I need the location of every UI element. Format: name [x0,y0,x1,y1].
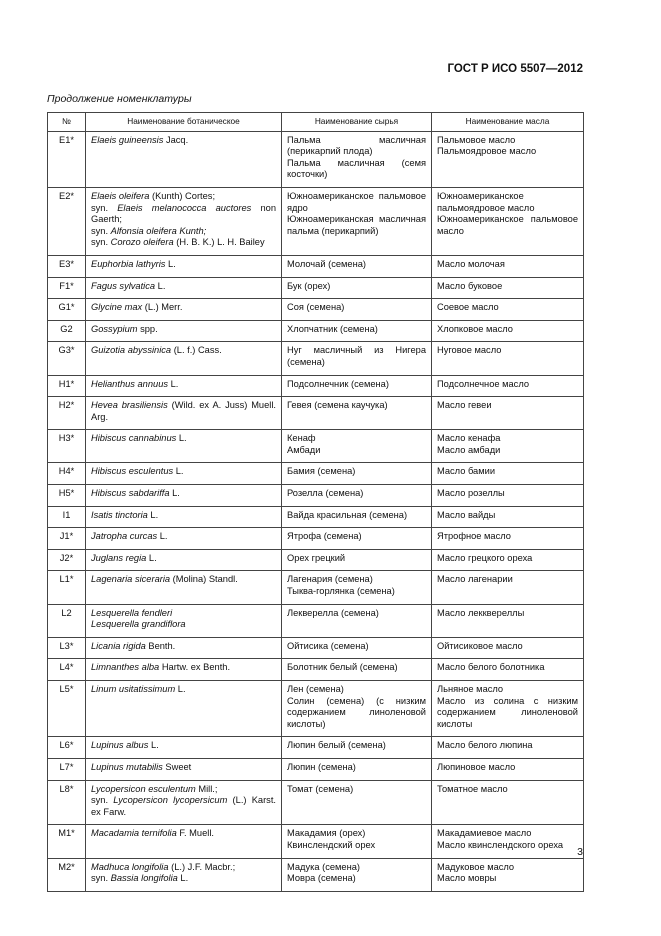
cell-botanical-name [86,506,282,528]
cell-raw-material [282,131,432,187]
table-header-row [48,113,584,132]
botanical-taxon: Limnanthes alba [91,662,160,673]
cell-code: L3* [48,637,86,659]
oil-name-line: Масло амбади [437,444,501,455]
raw-material-line: Томат (семена) [287,783,354,794]
botanical-line [91,488,276,500]
cell-raw-material [282,528,432,550]
botanical-text: L. [176,433,187,444]
botanical-line [91,662,276,674]
cell-code: E2* [48,187,86,255]
botanical-taxon: Jatropha curcas [91,531,158,542]
botanical-line [91,259,276,271]
botanical-line [91,237,276,249]
botanical-text: (L.) J.F. Macbr.; [168,861,236,872]
botanical-taxon: Lycopersicon esculentum [91,783,196,794]
oil-name-line: Льняное масло [437,684,504,694]
table-row [48,187,584,255]
oil-name-line: Масло из солина с низким содержанием линоленовой кислоты [437,695,578,729]
botanical-taxon: Linum usitatissimum [91,684,176,694]
raw-material-line: Лекверелла (семена) [287,607,379,618]
cell-raw-material [282,430,432,463]
botanical-taxon: Alfonsia oleifera Kunth; [110,225,207,236]
botanical-text: L. [148,740,159,751]
botanical-line [91,553,276,565]
botanical-text: (Molina) Standl. [170,574,238,585]
botanical-text: L. [169,488,180,499]
cell-oil-name [432,604,584,637]
cell-code: M1* [48,825,86,858]
raw-material-line: Розелла (семена) [287,488,364,499]
raw-material-line: Лагенария (семена) [287,574,373,585]
cell-botanical-name [86,342,282,375]
cell-raw-material [282,659,432,681]
raw-material-line: Тыква-горлянка (семена) [287,586,395,597]
cell-botanical-name [86,187,282,255]
botanical-line [91,619,276,631]
oil-name-line: Масло вайды [437,509,496,520]
cell-botanical-name [86,430,282,463]
oil-name-line: Масло бамии [437,466,496,477]
oil-name-line: Пальмовое масло [437,134,516,145]
cell-oil-name [432,780,584,825]
cell-oil-name [432,549,584,571]
cell-botanical-name [86,758,282,780]
botanical-taxon: Hibiscus cannabinus [91,433,177,444]
botanical-text: Mill.; [195,783,218,794]
botanical-text: Sweet [162,761,192,772]
botanical-taxon: Macadamia ternifolia [91,828,177,839]
cell-raw-material [282,737,432,759]
botanical-text: L. [168,378,179,389]
cell-code: G3* [48,342,86,375]
oil-name-line: Масло грецкого ореха [437,552,533,563]
cell-raw-material [282,637,432,659]
raw-material-line: Кенаф [287,433,316,444]
raw-material-line: Ятрофа (семена) [287,531,362,542]
cell-raw-material [282,255,432,277]
raw-material-line: Хлопчатник (семена) [287,323,378,334]
table-row [48,528,584,550]
cell-code: L4* [48,659,86,681]
botanical-text: L. [147,509,159,520]
botanical-taxon: Guizotia abyssinica [91,345,172,356]
botanical-line [91,433,276,445]
cell-code: L6* [48,737,86,759]
botanical-line [91,510,276,522]
botanical-text: (Kunth) Cortes; [149,190,216,201]
cell-oil-name [432,825,584,858]
botanical-line [91,203,276,226]
cell-raw-material [282,342,432,375]
botanical-taxon: Lupinus mutabilis [91,761,163,772]
cell-botanical-name [86,485,282,507]
oil-name-line: Масло буковое [437,280,503,291]
table-row [48,780,584,825]
botanical-taxon: Lupinus albus [91,740,149,751]
oil-name-line: Ойтисиковое масло [437,640,523,651]
cell-botanical-name [86,320,282,342]
cell-code: H3* [48,430,86,463]
raw-material-line: Орех грецкий [287,552,346,563]
botanical-line [91,400,276,423]
oil-name-line: Пальмоядровое масло [437,146,537,157]
cell-code: E3* [48,255,86,277]
oil-name-line: Масло белого люпина [437,740,533,751]
botanical-taxon: Licania rigida [91,640,146,651]
botanical-line [91,466,276,478]
table-body [48,131,584,891]
botanical-text: Hartw. ex Benth. [159,662,231,673]
cell-botanical-name [86,825,282,858]
oil-name-line: Люпиновое масло [437,761,516,772]
cell-botanical-name [86,858,282,891]
cell-code: L8* [48,780,86,825]
table-row [48,299,584,321]
raw-material-line: Подсолнечник (семена) [287,378,389,389]
cell-code: I1 [48,506,86,528]
cell-code: G1* [48,299,86,321]
botanical-line [91,574,276,586]
oil-name-line: Хлопковое масло [437,323,513,334]
raw-material-line: Квинслендский орех [287,839,376,850]
botanical-text: non Gaerth; [91,202,276,225]
table-row [48,430,584,463]
botanical-taxon: Elaeis melanococca auctores [117,202,252,213]
botanical-taxon: Madhuca longifolia [91,861,169,872]
botanical-line [91,135,276,147]
oil-name-line: Нуговое масло [437,345,502,356]
botanical-taxon: Lesquerella grandiflora [91,619,186,630]
raw-material-line: Лен (семена) [287,684,344,694]
oil-name-line: Подсолнечное масло [437,378,530,389]
cell-raw-material [282,485,432,507]
botanical-text: (L.) Merr. [142,302,183,313]
botanical-line [91,873,276,885]
cell-code: H5* [48,485,86,507]
cell-botanical-name [86,681,282,737]
cell-code: L2 [48,604,86,637]
raw-material-line: Амбади [287,444,321,455]
raw-material-line: Бук (орех) [287,280,331,291]
botanical-text: (L.) Karst. ex Farw. [91,795,276,817]
table-row [48,681,584,737]
cell-code: G2 [48,320,86,342]
cell-botanical-name [86,463,282,485]
table-row [48,571,584,604]
oil-name-line: Масло лекквереллы [437,607,525,618]
botanical-text: spp. [137,323,158,334]
botanical-text: (L. f.) Cass. [171,345,222,356]
oil-name-line: Масло молочая [437,258,505,269]
cell-raw-material [282,825,432,858]
cell-raw-material [282,549,432,571]
oil-name-line: Мадуковое масло [437,861,515,872]
cell-oil-name [432,528,584,550]
cell-botanical-name [86,375,282,397]
table-row [48,397,584,430]
cell-raw-material [282,320,432,342]
cell-raw-material [282,681,432,737]
cell-botanical-name [86,659,282,681]
botanical-taxon: Hevea brasiliensis [91,400,168,411]
botanical-line [91,379,276,391]
cell-raw-material [282,277,432,299]
oil-name-line: Макадамиевое масло [437,828,532,839]
cell-botanical-name [86,255,282,277]
cell-raw-material [282,375,432,397]
raw-material-line: Южноамериканская масличная пальма (перикарпий) [287,214,426,236]
botanical-taxon: Elaeis oleifera [91,190,150,201]
raw-material-line: Мовра (семена) [287,873,356,884]
cell-code: L7* [48,758,86,780]
cell-botanical-name [86,637,282,659]
table-row [48,758,584,780]
raw-material-line: Мадука (семена) [287,861,360,872]
raw-material-line: Болотник белый (семена) [287,662,398,673]
table-row [48,342,584,375]
botanical-text: (Wild. ex A. Juss) Muell. Arg. [91,400,276,422]
table-row [48,604,584,637]
table-row [48,659,584,681]
botanical-text: syn. [91,237,111,248]
cell-botanical-name [86,277,282,299]
cell-code: M2* [48,858,86,891]
cell-raw-material [282,604,432,637]
oil-name-line: Масло розеллы [437,488,505,499]
table-row [48,131,584,187]
botanical-text: syn. [91,225,111,236]
raw-material-line: Солин (семена) (с низким содержанием линоленовой кислоты) [287,695,426,729]
botanical-taxon: Helianthus annuus [91,378,169,389]
cell-oil-name [432,430,584,463]
document-id: ГОСТ Р ИСО 5507—2012 [447,63,583,75]
cell-code: H1* [48,375,86,397]
botanical-text: syn. [91,202,118,213]
raw-material-line: Южноамериканское пальмовое ядро [287,190,426,213]
column-header-oil: Наименование масла [432,113,584,132]
botanical-line [91,784,276,796]
table-row [48,255,584,277]
cell-code: F1* [48,277,86,299]
botanical-text: L. [157,531,168,542]
raw-material-line: Пальма масличная (перикарпий плода) [287,134,426,157]
botanical-taxon: Fagus sylvatica [91,280,156,291]
oil-name-line: Масло мовры [437,873,497,884]
cell-oil-name [432,375,584,397]
column-header-number: № [48,113,86,132]
botanical-taxon: Lesquerella fendleri [91,607,173,618]
cell-botanical-name [86,299,282,321]
cell-oil-name [432,571,584,604]
botanical-text: Jacq. [163,134,189,145]
botanical-text: (H. B. K.) L. H. Bailey [173,237,265,248]
cell-raw-material [282,858,432,891]
cell-oil-name [432,463,584,485]
table-row [48,858,584,891]
cell-raw-material [282,463,432,485]
cell-oil-name [432,320,584,342]
oil-name-line: Южноамериканское пальмоядровое масло [437,190,535,213]
cell-botanical-name [86,780,282,825]
cell-botanical-name [86,604,282,637]
oil-name-line: Масло гевеи [437,400,492,411]
cell-oil-name [432,299,584,321]
cell-oil-name [432,187,584,255]
cell-code: L1* [48,571,86,604]
botanical-taxon: Juglans regia [91,552,147,563]
raw-material-line: Бамия (семена) [287,466,356,477]
table-row [48,485,584,507]
botanical-text: syn. [91,795,114,806]
botanical-line [91,226,276,238]
botanical-taxon: Lagenaria siceraria [91,574,171,585]
botanical-text: syn. [91,873,111,884]
oil-name-line: Масло белого болотника [437,662,545,673]
cell-raw-material [282,299,432,321]
botanical-line [91,862,276,874]
botanical-text: L. [173,466,184,477]
cell-oil-name [432,858,584,891]
cell-code: L5* [48,681,86,737]
raw-material-line: Вайда красильная (семена) [287,509,408,520]
botanical-taxon: Bassia longifolia [110,873,178,884]
raw-material-line: Пальма масличная (семя косточки) [287,157,426,180]
cell-oil-name [432,637,584,659]
raw-material-line: Макадамия (орех) [287,828,366,839]
botanical-taxon: Hibiscus esculentus [91,466,174,477]
cell-oil-name [432,758,584,780]
botanical-line [91,302,276,314]
cell-code: H2* [48,397,86,430]
botanical-line [91,324,276,336]
raw-material-line: Ойтисика (семена) [287,640,369,651]
cell-code: E1* [48,131,86,187]
cell-code: J2* [48,549,86,571]
botanical-taxon: Elaeis guineensis [91,134,164,145]
oil-name-line: Масло кенафа [437,433,501,444]
botanical-text: L. [165,258,176,269]
cell-botanical-name [86,737,282,759]
cell-oil-name [432,659,584,681]
raw-material-line: Люпин (семена) [287,761,356,772]
botanical-text: L. [155,280,166,291]
botanical-line [91,828,276,840]
table-row [48,637,584,659]
botanical-taxon: Euphorbia lathyris [91,258,166,269]
botanical-line [91,608,276,620]
raw-material-line: Соя (семена) [287,302,345,313]
table-row [48,375,584,397]
botanical-line [91,795,276,818]
cell-oil-name [432,342,584,375]
cell-raw-material [282,758,432,780]
botanical-taxon: Corozo oleifera [110,237,174,248]
botanical-taxon: Isatis tinctoria [91,509,148,520]
page-number: 3 [577,846,583,858]
botanical-text: L. [177,873,189,884]
cell-code: H4* [48,463,86,485]
cell-botanical-name [86,571,282,604]
cell-oil-name [432,506,584,528]
cell-raw-material [282,187,432,255]
table-row [48,320,584,342]
oil-name-line: Соевое масло [437,302,499,313]
botanical-text: L. [175,684,186,694]
botanical-line [91,684,276,696]
cell-raw-material [282,397,432,430]
botanical-taxon: Hibiscus sabdariffa [91,488,170,499]
cell-code: J1* [48,528,86,550]
cell-botanical-name [86,528,282,550]
cell-botanical-name [86,549,282,571]
raw-material-line: Молочай (семена) [287,258,366,269]
cell-botanical-name [86,397,282,430]
botanical-taxon: Lycopersicon lycopersicum [113,795,228,806]
table-row [48,549,584,571]
cell-oil-name [432,485,584,507]
column-header-raw-material: Наименование сырья [282,113,432,132]
cell-raw-material [282,571,432,604]
cell-raw-material [282,506,432,528]
botanical-line [91,281,276,293]
table-row [48,277,584,299]
cell-oil-name [432,681,584,737]
cell-oil-name [432,131,584,187]
oil-name-line: Ятрофное масло [437,531,511,542]
oil-name-line: Масло лагенарии [437,574,513,585]
raw-material-line: Нуг масличный из Нигера (семена) [287,345,426,367]
botanical-line [91,531,276,543]
botanical-line [91,191,276,203]
table-row [48,463,584,485]
cell-oil-name [432,277,584,299]
raw-material-line: Гевея (семена каучука) [287,400,388,411]
continuation-caption: Продолжение номенклатуры [47,93,192,105]
cell-botanical-name [86,131,282,187]
table-row [48,737,584,759]
oil-name-line: Томатное масло [437,783,508,794]
botanical-line [91,740,276,752]
oil-name-line: Масло квинслендского ореха [437,839,564,850]
botanical-line [91,345,276,357]
botanical-text: Benth. [145,640,176,651]
botanical-line [91,762,276,774]
table-row [48,506,584,528]
botanical-line [91,641,276,653]
cell-raw-material [282,780,432,825]
nomenclature-table [47,112,584,892]
cell-oil-name [432,255,584,277]
table-row [48,825,584,858]
cell-oil-name [432,397,584,430]
botanical-text: L. [146,552,157,563]
oil-name-line: Южноамериканское пальмовое масло [437,214,578,236]
botanical-text: F. Muell. [176,828,214,839]
botanical-taxon: Gossypium [91,323,138,334]
raw-material-line: Люпин белый (семена) [287,740,386,751]
botanical-taxon: Glycine max [91,302,143,313]
cell-oil-name [432,737,584,759]
column-header-botanical: Наименование ботаническое [86,113,282,132]
